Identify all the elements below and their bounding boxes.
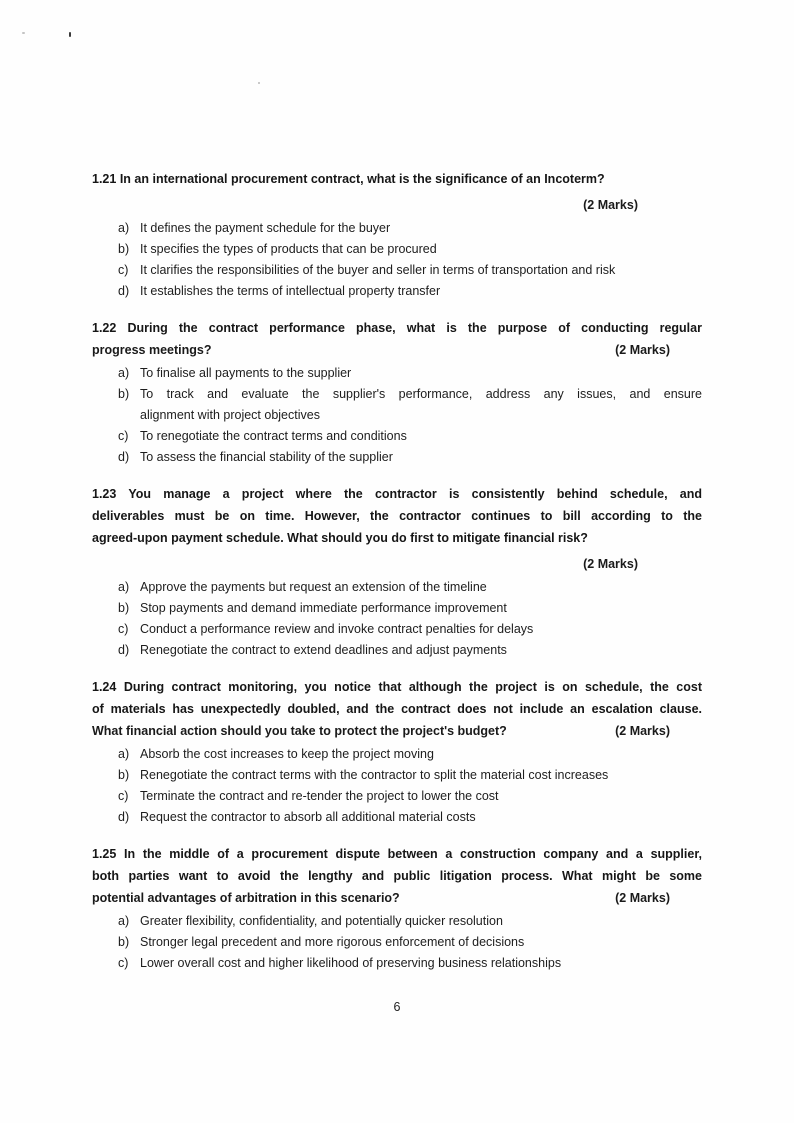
scan-speck bbox=[258, 82, 260, 84]
question-block-1-21 bbox=[92, 168, 702, 302]
option-row bbox=[92, 239, 702, 260]
option-text: Renegotiate the contract to extend deadlines and adjust payments bbox=[140, 643, 507, 657]
marks-label: (2 Marks) bbox=[583, 198, 638, 212]
question-number: 1.22 bbox=[92, 321, 117, 335]
option-text: Absorb the cost increases to keep the project moving bbox=[140, 747, 434, 761]
option-text: To finalise all payments to the supplier bbox=[140, 366, 352, 380]
option-text: Terminate the contract and re-tender the project to lower the cost bbox=[140, 789, 499, 803]
option-row bbox=[92, 384, 702, 426]
option-letter: b) bbox=[118, 242, 130, 256]
option-letter: c) bbox=[118, 789, 129, 803]
option-row bbox=[92, 932, 702, 953]
options-list bbox=[92, 363, 702, 468]
option-row bbox=[92, 281, 702, 302]
option-text: Request the contractor to absorb all additional material costs bbox=[140, 810, 476, 824]
question-text: In an international procurement contract, what is the significance of an Incoterm? bbox=[119, 172, 605, 186]
marks-label: (2 Marks) bbox=[583, 557, 638, 571]
page-number: 6 bbox=[393, 1000, 401, 1014]
option-row bbox=[92, 260, 702, 281]
question-line: both parties want to avoid the lengthy and public litigation process. What might be some bbox=[92, 869, 702, 883]
option-row bbox=[92, 953, 702, 974]
option-text: Stop payments and demand immediate performance improvement bbox=[140, 601, 507, 615]
question-line bbox=[92, 720, 702, 742]
option-text: It defines the payment schedule for the buyer bbox=[140, 221, 391, 235]
question-line bbox=[92, 887, 702, 909]
option-row bbox=[92, 640, 702, 661]
question-block-1-22 bbox=[92, 317, 702, 468]
options-list bbox=[92, 911, 702, 974]
question-line bbox=[92, 676, 702, 698]
options-list bbox=[92, 577, 702, 661]
options-list bbox=[92, 218, 702, 302]
option-letter: c) bbox=[118, 956, 129, 970]
question-number: 1.23 bbox=[92, 487, 117, 501]
option-text: To track and evaluate the supplier's performance, address any issues, and ensure bbox=[140, 387, 702, 401]
question-text: During the contract performance phase, what is the purpose of conducting regular bbox=[127, 321, 702, 335]
option-letter: b) bbox=[118, 935, 130, 949]
question-number: 1.24 bbox=[92, 680, 117, 694]
option-letter: a) bbox=[118, 914, 130, 928]
question-number: 1.25 bbox=[92, 847, 117, 861]
option-letter: d) bbox=[118, 284, 130, 298]
question-line: deliverables must be on time. However, the contractor continues to bill according to the bbox=[92, 509, 702, 523]
option-letter: d) bbox=[118, 643, 130, 657]
option-text: Stronger legal precedent and more rigorous enforcement of decisions bbox=[140, 935, 525, 949]
question-text: In the middle of a procurement dispute between a construction company and a supplier, bbox=[124, 847, 702, 861]
option-text: To assess the financial stability of the supplier bbox=[140, 450, 393, 464]
question-text: potential advantages of arbitration in this scenario? bbox=[92, 891, 400, 905]
question-line bbox=[92, 843, 702, 865]
option-row bbox=[92, 807, 702, 828]
question-text: What financial action should you take to protect the project's budget? bbox=[92, 724, 507, 738]
option-letter: d) bbox=[118, 450, 130, 464]
marks-line bbox=[92, 553, 702, 575]
option-letter: b) bbox=[118, 601, 130, 615]
option-text: Conduct a performance review and invoke contract penalties for delays bbox=[140, 622, 534, 636]
option-row bbox=[92, 765, 702, 786]
option-letter: a) bbox=[118, 221, 130, 235]
option-row bbox=[92, 363, 702, 384]
option-letter: a) bbox=[118, 747, 130, 761]
option-text: alignment with project objectives bbox=[140, 408, 320, 422]
question-block-1-23 bbox=[92, 483, 702, 661]
question-line: agreed-upon payment schedule. What should you do first to mitigate financial risk? bbox=[92, 531, 588, 545]
option-row bbox=[92, 447, 702, 468]
question-text: You manage a project where the contractor is consistently behind schedule, and bbox=[128, 487, 703, 501]
option-text: It establishes the terms of intellectual property transfer bbox=[140, 284, 441, 298]
option-text: To renegotiate the contract terms and conditions bbox=[140, 429, 407, 443]
marks-label: (2 Marks) bbox=[615, 343, 670, 357]
marks-label: (2 Marks) bbox=[615, 724, 670, 738]
option-row bbox=[92, 598, 702, 619]
option-letter: a) bbox=[118, 366, 130, 380]
option-letter: a) bbox=[118, 580, 130, 594]
question-line bbox=[92, 317, 702, 339]
option-letter: b) bbox=[118, 768, 130, 782]
question-text: progress meetings? bbox=[92, 343, 212, 357]
option-letter: c) bbox=[118, 429, 129, 443]
scan-speck bbox=[22, 32, 25, 34]
option-row bbox=[92, 744, 702, 765]
question-line bbox=[92, 483, 702, 505]
exam-content bbox=[92, 168, 702, 1014]
question-line: of materials has unexpectedly doubled, and the contract does not include an escalation clause. bbox=[92, 702, 702, 716]
option-text: It specifies the types of products that can be procured bbox=[140, 242, 437, 256]
option-row bbox=[92, 426, 702, 447]
option-text: Lower overall cost and higher likelihood of preserving business relationships bbox=[140, 956, 562, 970]
option-letter: d) bbox=[118, 810, 130, 824]
option-text: Greater flexibility, confidentiality, and potentially quicker resolution bbox=[140, 914, 503, 928]
option-text: Approve the payments but request an extension of the timeline bbox=[140, 580, 487, 594]
question-number: 1.21 bbox=[92, 172, 117, 186]
question-line bbox=[92, 168, 702, 190]
marks-line bbox=[92, 194, 702, 216]
option-row bbox=[92, 577, 702, 598]
options-list bbox=[92, 744, 702, 828]
question-block-1-25 bbox=[92, 843, 702, 974]
option-letter: b) bbox=[118, 387, 130, 401]
option-letter: c) bbox=[118, 263, 129, 277]
question-line bbox=[92, 339, 702, 361]
option-row bbox=[92, 911, 702, 932]
scan-speck bbox=[69, 32, 71, 37]
option-text: Renegotiate the contract terms with the contractor to split the material cost increases bbox=[140, 768, 609, 782]
question-text: During contract monitoring, you notice that although the project is on schedule, the cost bbox=[123, 680, 702, 694]
option-row bbox=[92, 218, 702, 239]
option-letter: c) bbox=[118, 622, 129, 636]
option-row bbox=[92, 619, 702, 640]
option-row bbox=[92, 786, 702, 807]
option-text: It clarifies the responsibilities of the buyer and seller in terms of transportation and risk bbox=[140, 263, 616, 277]
question-block-1-24 bbox=[92, 676, 702, 828]
marks-label: (2 Marks) bbox=[615, 891, 670, 905]
